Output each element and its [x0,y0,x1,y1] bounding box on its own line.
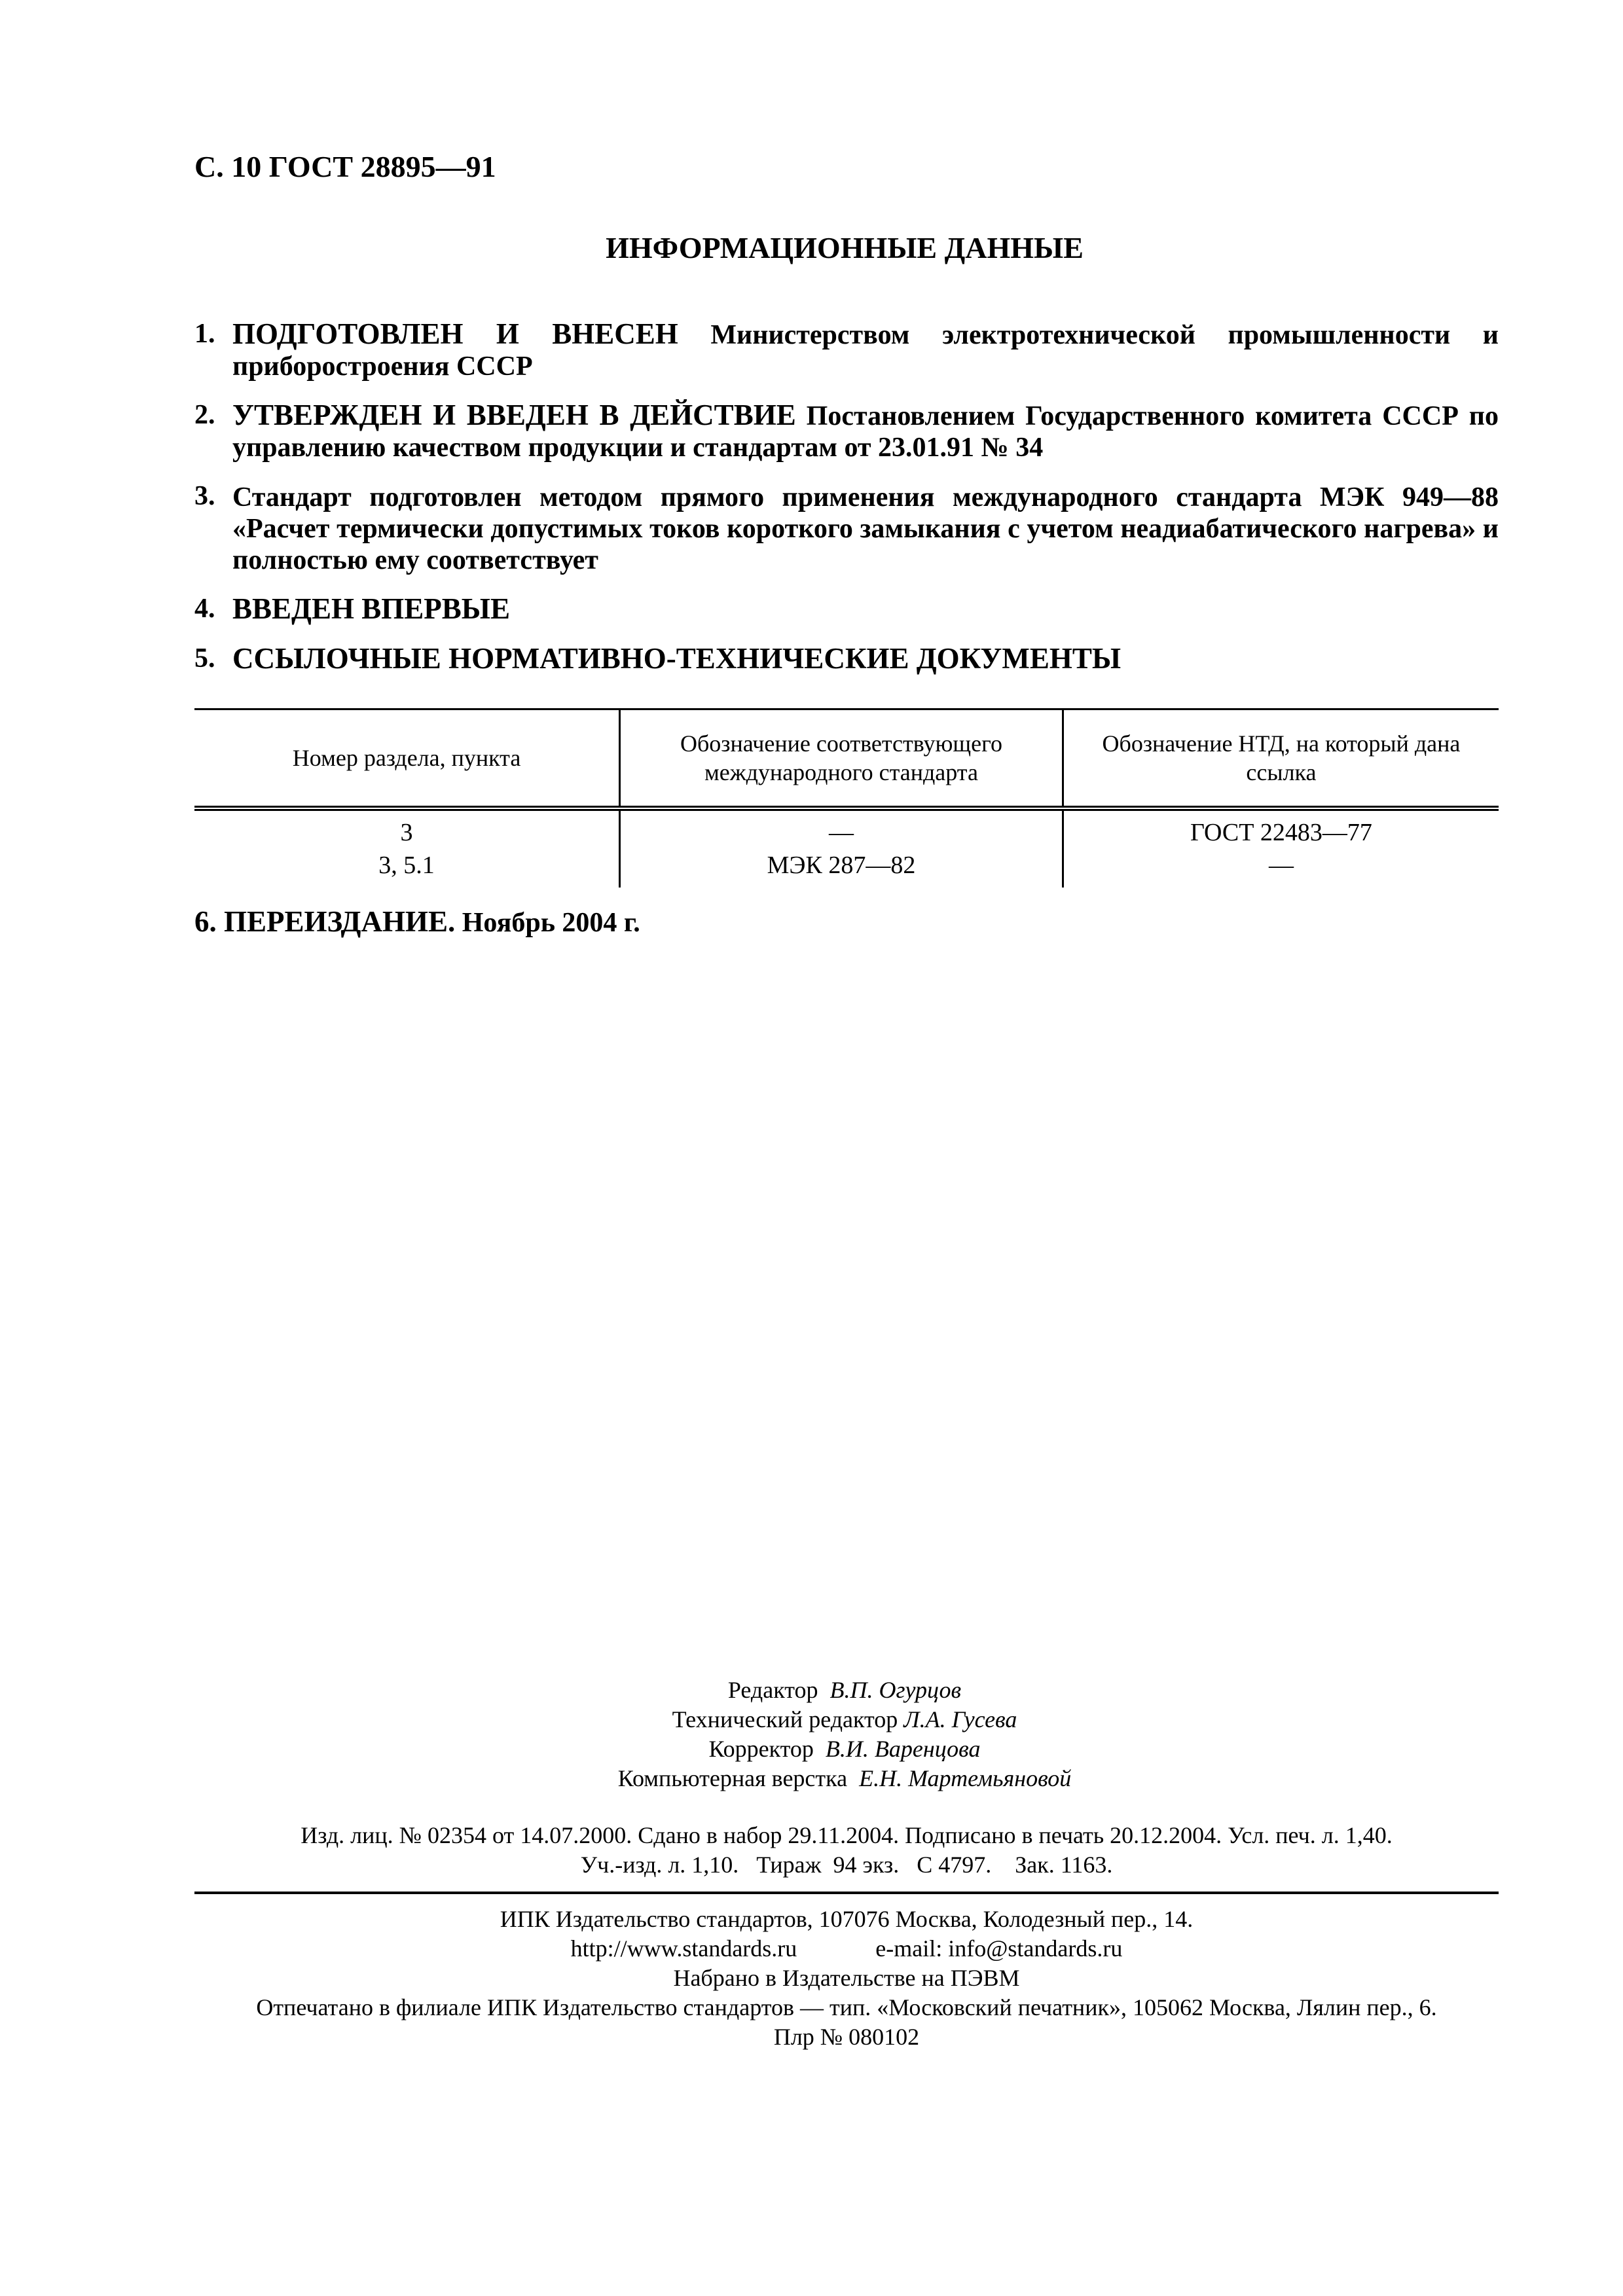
table-header-row [194,709,1499,809]
item-number: 6. [194,905,217,938]
imprint-block [194,1821,1499,1880]
credit-name: В.П. Огурцов [830,1677,962,1703]
info-item [194,593,1499,626]
credit-line [0,1676,1623,1705]
page-title: ИНФОРМАЦИОННЫЕ ДАННЫЕ [606,231,1084,264]
table-cell [194,808,620,888]
cell-value: — [1268,852,1294,879]
item-caps: УТВЕРЖДЕН И ВВЕДЕН В ДЕЙСТВИЕ [232,399,796,431]
publisher-line: Отпечатано в филиале ИПК Издательство стандартов — тип. «Московский печатник», 105062 Москва, Лялин пер., 6. [256,1994,1437,2020]
item-caps: ПОДГОТОВЛЕН И ВНЕСЕН [232,317,678,350]
item-number: 2. [194,400,215,430]
item-text: Стандарт подготовлен методом прямого применения международного стандарта МЭК 949—88 «Расчет термически допустимых токов короткого замыкания с учетом неадиабатического нагрева» и полностью ему соответствует [232,482,1499,575]
cell-value: 3 [400,819,413,846]
info-item [194,480,1499,576]
item-number: 3. [194,481,215,511]
info-items-list [194,318,1499,692]
table-cell [620,808,1063,888]
item-caps: ССЫЛОЧНЫЕ НОРМАТИВНО-ТЕХНИЧЕСКИЕ ДОКУМЕНТЫ [232,642,1122,675]
info-item [194,399,1499,463]
publisher-contacts [194,1934,1499,1964]
item-caps: ПЕРЕИЗДАНИЕ. [224,905,456,938]
credit-line [0,1734,1623,1764]
credit-role: Компьютерная верстка [617,1765,848,1791]
column-header: Обозначение соответствующего международного стандарта [620,709,1063,809]
website-link[interactable]: http://www.standards.ru [570,1935,797,1962]
cell-value: МЭК 287—82 [767,852,916,879]
imprint-line: Уч.-изд. л. 1,10. Тираж 94 экз. С 4797. Зак. 1163. [580,1852,1113,1878]
item-caps: ВВЕДЕН ВПЕРВЫЕ [232,592,511,625]
publisher-line: Плр № 080102 [773,2024,920,2050]
info-item [194,318,1499,382]
divider [194,1892,1499,1894]
credit-role: Редактор [727,1677,818,1703]
credit-name: В.И. Варенцова [825,1736,981,1762]
cell-value: — [828,819,854,846]
item-text: Постановлением Государственного комитета СССР по управлению качеством продукции и стандартам от 23.01.91 № 34 [232,401,1499,463]
item-number: 4. [194,594,215,624]
item-text: Ноябрь 2004 г. [455,908,640,938]
credit-role: Корректор [708,1736,814,1762]
item-number: 5. [194,643,215,673]
column-header: Номер раздела, пункта [194,709,620,809]
credits-block [0,1676,1623,1793]
publisher-line: ИПК Издательство стандартов, 107076 Москва, Колодезный пер., 14. [500,1906,1194,1932]
credit-line [0,1705,1623,1734]
table-cell [1063,808,1499,888]
column-header: Обозначение НТД, на который дана ссылка [1063,709,1499,809]
item-number: 1. [194,319,215,349]
references-table [194,708,1499,888]
page-header: С. 10 ГОСТ 28895—91 [194,150,496,183]
publisher-line: Набрано в Издательстве на ПЭВМ [673,1965,1020,1991]
info-item [194,643,1499,675]
item-text: Министерством электротехнической промышленности и приборостроения СССР [232,320,1499,382]
credit-name: Е.Н. Мартемьяновой [859,1765,1072,1791]
imprint-line: Изд. лиц. № 02354 от 14.07.2000. Сдано в набор 29.11.2004. Подписано в печать 20.12.2004. Усл. печ. л. 1,40. [301,1822,1393,1848]
info-item-reissue [194,905,640,939]
email-link[interactable]: e-mail: info@standards.ru [875,1935,1123,1962]
credit-line [0,1764,1623,1793]
cell-value: ГОСТ 22483—77 [1190,819,1372,846]
cell-value: 3, 5.1 [378,852,435,879]
publisher-block [194,1905,1499,2052]
credit-role: Технический редактор [672,1706,898,1732]
table-row [194,808,1499,888]
credit-name: Л.А. Гусева [903,1706,1017,1732]
